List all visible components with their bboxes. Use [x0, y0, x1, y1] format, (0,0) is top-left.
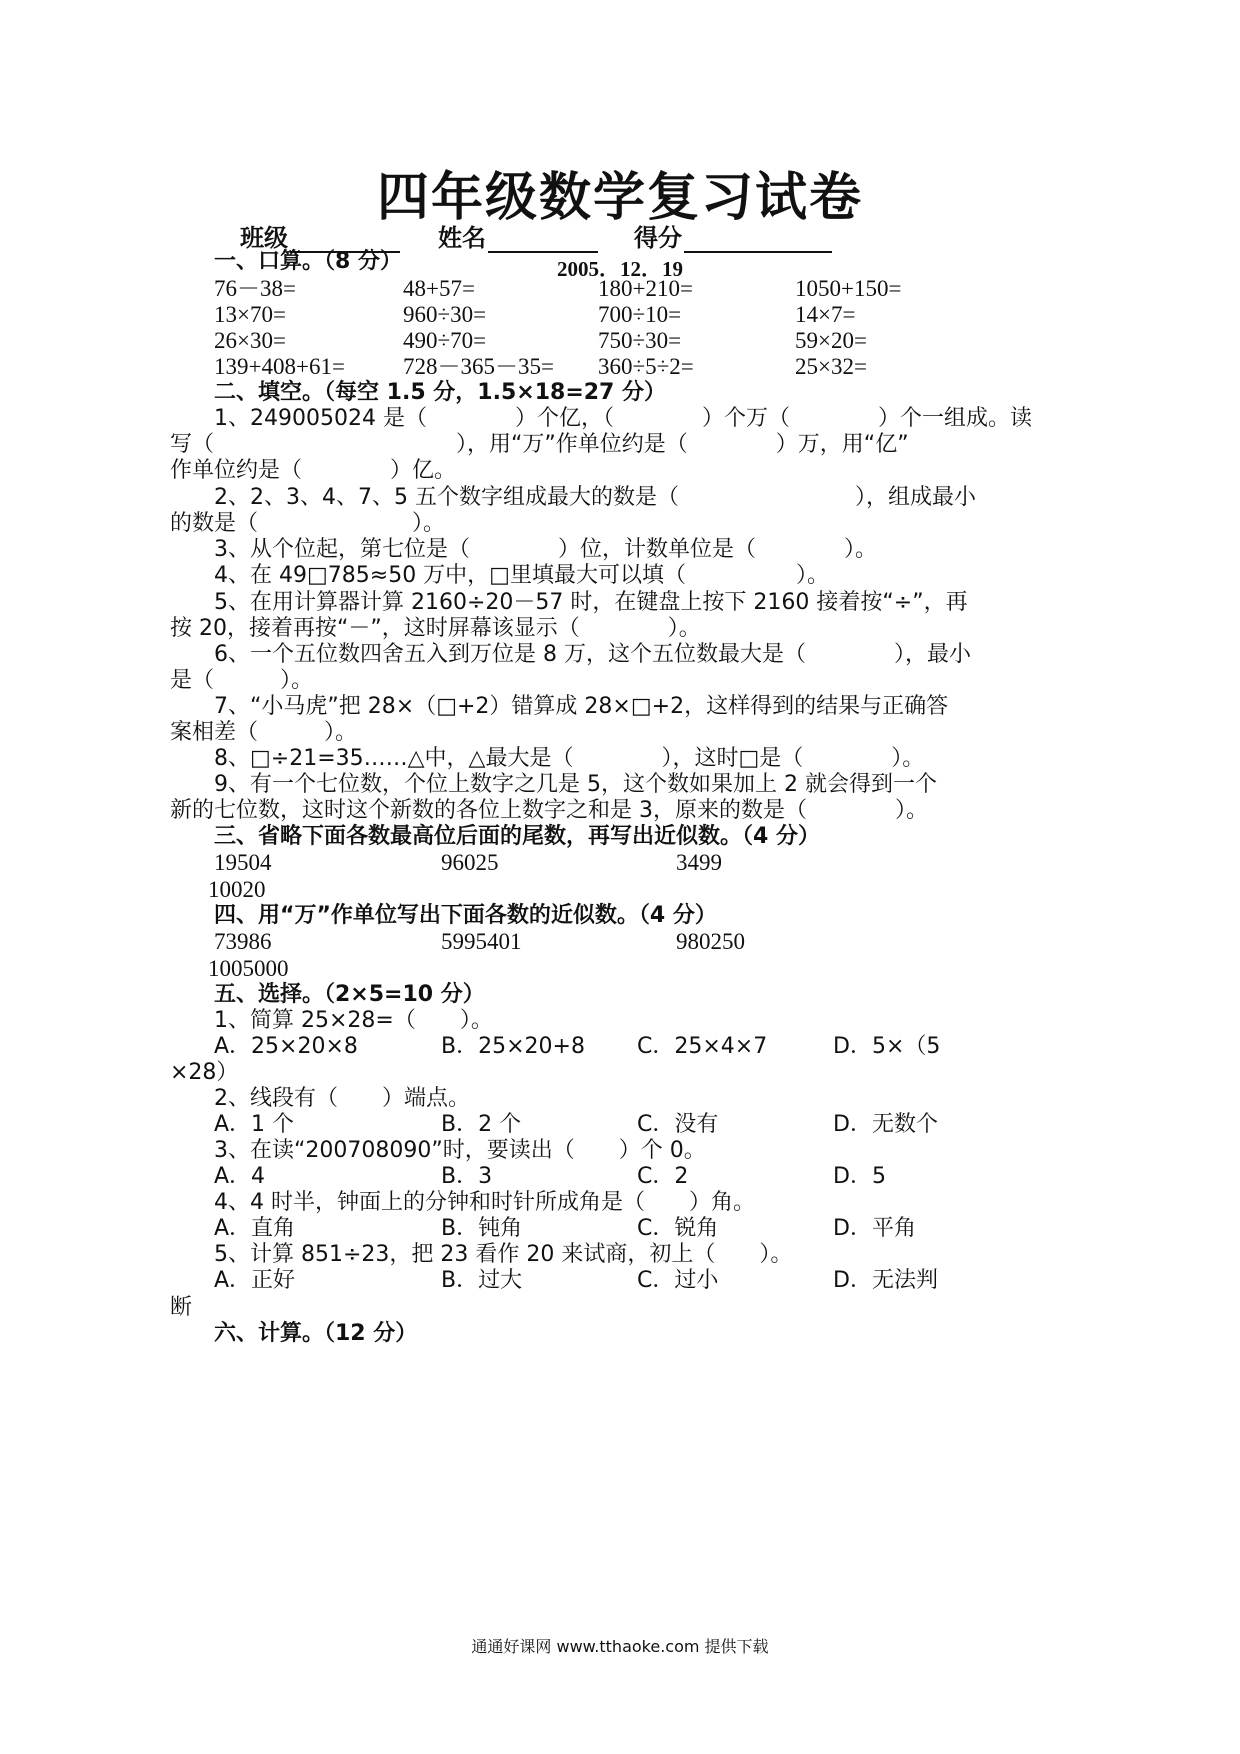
name-field — [438, 218, 598, 253]
section3-heading: 三、省略下面各数最高位后面的尾数，再写出近似数。（4 分） — [214, 824, 820, 849]
choice-option: A．正好 — [214, 1268, 296, 1293]
choice-option: B．2 个 — [441, 1112, 522, 1137]
calc-item: 139+408+61= — [214, 354, 345, 379]
class-label: 班级 — [240, 224, 288, 252]
name-label: 姓名 — [438, 224, 486, 252]
fill-line: 1、249005024 是（ ）个亿，（ ）个万（ ）个一组成。读 — [214, 406, 1032, 431]
footer-text: 通通好课网 www.tthaoke.com 提供下载 — [471, 1637, 769, 1656]
fill-line: 作单位约是（ ）亿。 — [170, 458, 457, 483]
choice-option: C．过小 — [637, 1268, 719, 1293]
choice-option: D．5×（5 — [833, 1034, 941, 1059]
choice-question: 4、4 时半，钟面上的分钟和时针所成角是（ ）角。 — [214, 1190, 755, 1215]
calc-item: 48+57= — [403, 276, 475, 301]
exam-date: 2005．12．19 — [557, 257, 683, 281]
score-field — [634, 218, 832, 253]
calc-item: 180+210= — [598, 276, 693, 301]
fill-line: 9、有一个七位数，个位上数字之几是 5，这个数如果加上 2 就会得到一个 — [214, 772, 937, 797]
choice-option: D．无数个 — [833, 1112, 938, 1137]
score-blank — [684, 225, 832, 253]
choice-option: C．25×4×7 — [637, 1034, 768, 1059]
calc-item: 728－365－35= — [403, 354, 554, 379]
calc-item: 76－38= — [214, 276, 296, 301]
choice-option: C．2 — [637, 1164, 689, 1189]
fill-line: 2、2、3、4、7、5 五个数字组成最大的数是（ ），组成最小 — [214, 485, 976, 510]
fill-line: 3、从个位起，第七位是（ ）位，计数单位是（ ）。 — [214, 537, 877, 562]
fill-line: 写（ ），用“万”作单位约是（ ）万，用“亿” — [170, 432, 909, 457]
fill-line: 8、□÷21=35……△中，△最大是（ ），这时□是（ ）。 — [214, 746, 925, 771]
choice-option: A．4 — [214, 1164, 266, 1189]
approx-number: 3499 — [676, 850, 722, 875]
name-blank — [488, 225, 598, 253]
choice-option: D．无法判 — [833, 1268, 938, 1293]
calc-item: 360÷5÷2= — [598, 354, 694, 379]
choice-option: B．3 — [441, 1164, 493, 1189]
section5-heading: 五、选择。（2×5=10 分） — [214, 982, 485, 1007]
calc-item: 960÷30= — [403, 302, 487, 327]
section1-heading: 一、口算。（8 分） — [214, 249, 402, 274]
page-title: 四年级数学复习试卷 — [376, 168, 863, 228]
fill-line: 5、在用计算器计算 2160÷20－57 时，在键盘上按下 2160 接着按“÷”，再 — [214, 590, 968, 615]
choice-question: 2、线段有（ ）端点。 — [214, 1086, 470, 1111]
choice-option: D．5 — [833, 1164, 886, 1189]
section4-heading: 四、用“万”作单位写出下面各数的近似数。（4 分） — [214, 903, 717, 928]
approx-number: 5995401 — [441, 929, 522, 954]
calc-item: 59×20= — [795, 328, 867, 353]
choice-option: A．直角 — [214, 1216, 296, 1241]
choice-question: 5、计算 851÷23，把 23 看作 20 来试商，初上（ ）。 — [214, 1242, 793, 1267]
section6-heading: 六、计算。（12 分） — [214, 1321, 418, 1346]
choice-option-wrap: 断 — [170, 1295, 193, 1320]
section2-heading: 二、填空。（每空 1.5 分，1.5×18=27 分） — [214, 380, 667, 405]
fill-line: 按 20，接着再按“－”，这时屏幕该显示（ ）。 — [170, 616, 701, 641]
fill-line: 新的七位数，这时这个新数的各位上数字之和是 3，原来的数是（ ）。 — [170, 798, 928, 823]
fill-line: 是（ ）。 — [170, 668, 314, 693]
fill-line: 4、在 49□785≈50 万中，□里填最大可以填（ ）。 — [214, 563, 829, 588]
fill-line: 案相差（ ）。 — [170, 720, 358, 745]
choice-option: A．1 个 — [214, 1112, 295, 1137]
calc-item: 750÷30= — [598, 328, 682, 353]
calc-item: 700÷10= — [598, 302, 682, 327]
approx-number: 73986 — [214, 929, 272, 954]
approx-number: 19504 — [214, 850, 272, 875]
choice-option: D．平角 — [833, 1216, 916, 1241]
approx-number: 96025 — [441, 850, 499, 875]
choice-option: B．钝角 — [441, 1216, 523, 1241]
fill-line: 7、“小马虎”把 28×（□+2）错算成 28×□+2，这样得到的结果与正确答 — [214, 694, 949, 719]
calc-item: 14×7= — [795, 302, 856, 327]
choice-question: 1、简算 25×28=（ ）。 — [214, 1008, 493, 1033]
choice-option: B．过大 — [441, 1268, 523, 1293]
approx-number: 10020 — [208, 877, 266, 902]
choice-option-wrap: ×28） — [170, 1060, 239, 1085]
fill-line: 的数是（ ）。 — [170, 511, 446, 536]
choice-option: B．25×20+8 — [441, 1034, 585, 1059]
choice-question: 3、在读“200708090”时，要读出（ ）个 0。 — [214, 1138, 706, 1163]
calc-item: 26×30= — [214, 328, 286, 353]
choice-option: C．没有 — [637, 1112, 719, 1137]
calc-item: 25×32= — [795, 354, 867, 379]
choice-option: C．锐角 — [637, 1216, 719, 1241]
approx-number: 980250 — [676, 929, 745, 954]
fill-line: 6、一个五位数四舍五入到万位是 8 万，这个五位数最大是（ ），最小 — [214, 642, 971, 667]
score-label: 得分 — [634, 224, 682, 252]
calc-item: 1050+150= — [795, 276, 902, 301]
calc-item: 490÷70= — [403, 328, 487, 353]
choice-option: A．25×20×8 — [214, 1034, 358, 1059]
calc-item: 13×70= — [214, 302, 286, 327]
approx-number: 1005000 — [208, 956, 289, 981]
